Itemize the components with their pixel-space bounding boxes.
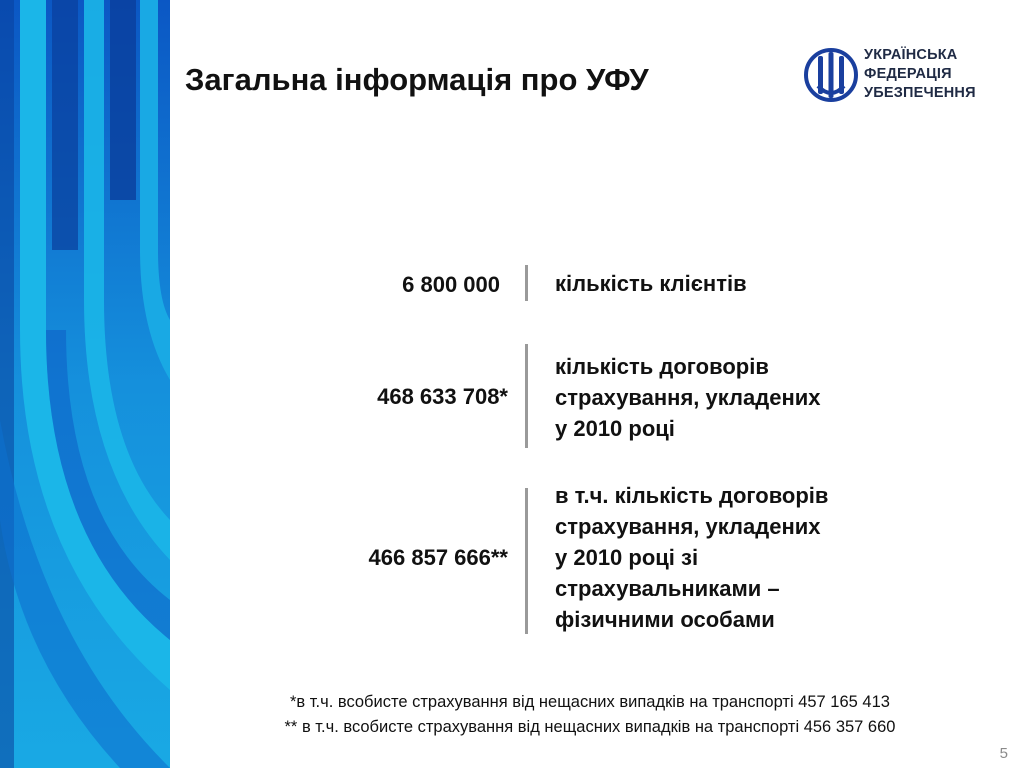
description-line: в т.ч. кількість договорів	[555, 483, 829, 508]
decorative-side-stripes	[0, 0, 170, 768]
trident-logo-mark	[804, 44, 858, 106]
organization-logo	[804, 44, 984, 106]
logo-wordmark	[864, 46, 976, 103]
stat-divider	[525, 265, 528, 301]
stat-divider	[525, 488, 528, 634]
description-line: страхувальниками –	[555, 576, 780, 601]
slide-title: Загальна інформація про УФУ	[185, 62, 649, 97]
description-line: страхування, укладених	[555, 514, 821, 539]
description-line: кількість клієнтів	[555, 271, 747, 296]
logo-line-3: УБЕЗПЕЧЕННЯ	[864, 85, 976, 101]
logo-line-2: ФЕДЕРАЦІЯ	[864, 66, 952, 82]
footnote-2: ** в т.ч. всобисте страхування від нещасних випадків на транспорті 456 357 660	[284, 718, 896, 736]
description-line: у 2010 році зі	[555, 545, 699, 570]
logo-line-1: УКРАЇНСЬКА	[864, 47, 958, 63]
stat-individual-contracts-description	[555, 480, 828, 635]
description-line: кількість договорів	[555, 354, 769, 379]
stat-clients-value: 6 800 000	[402, 272, 500, 297]
stat-divider	[525, 344, 528, 448]
stat-contracts-description	[555, 351, 821, 444]
footnote-1: *в т.ч. всобисте страхування від нещасних випадків на транспорті 457 165 413	[290, 693, 890, 711]
description-line: фізичними особами	[555, 607, 775, 632]
stat-clients-description	[555, 268, 747, 299]
stat-individual-contracts-value: 466 857 666**	[368, 545, 508, 570]
description-line: страхування, укладених	[555, 385, 821, 410]
page-number: 5	[999, 745, 1008, 762]
stat-contracts-value: 468 633 708*	[377, 384, 508, 409]
description-line: у 2010 році	[555, 416, 675, 441]
